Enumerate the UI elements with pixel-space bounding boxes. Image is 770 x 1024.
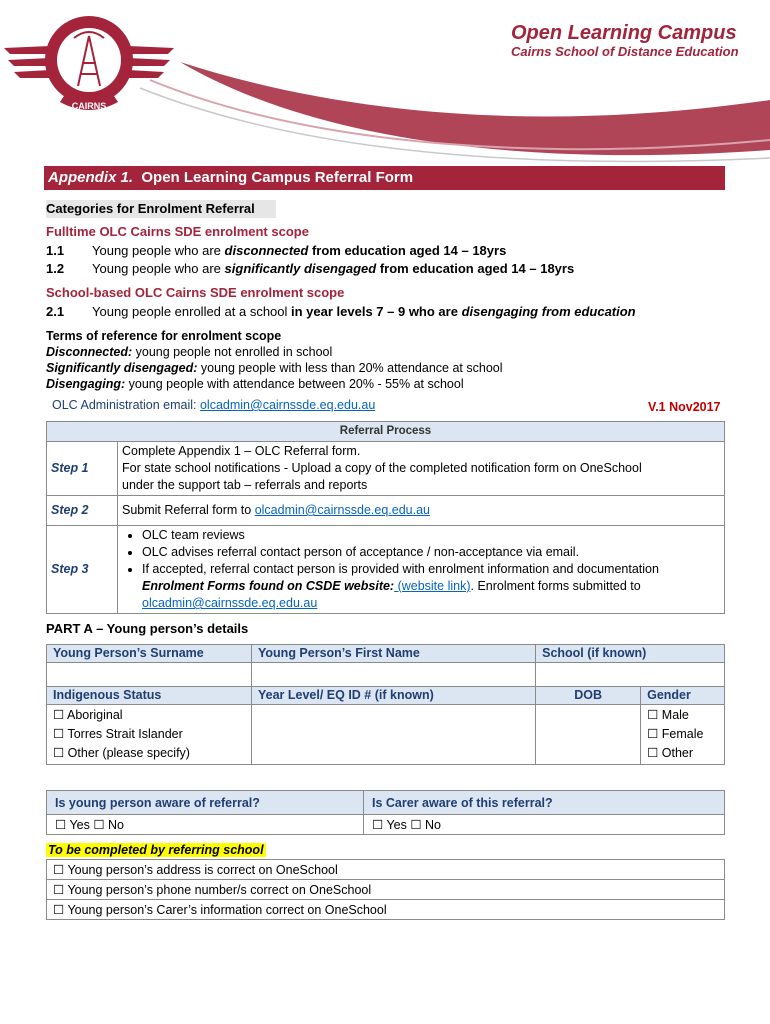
- surname-input[interactable]: [47, 663, 252, 687]
- address-correct-checkbox[interactable]: ☐ Young person’s address is correct on OneSchool: [47, 860, 725, 880]
- aboriginal-checkbox[interactable]: ☐ Aboriginal: [53, 708, 123, 722]
- carer-info-correct-checkbox[interactable]: ☐ Young person’s Carer’s information correct on OneSchool: [47, 900, 725, 920]
- step-1-line: Complete Appendix 1 – OLC Referral form.: [122, 444, 361, 458]
- male-checkbox[interactable]: ☐ Male: [647, 708, 689, 722]
- referral-process-title: Referral Process: [47, 422, 725, 442]
- step-3-bullet: • OLC team reviews: [142, 527, 720, 544]
- scope-text: Young people who are: [92, 243, 225, 258]
- young-person-details-table: [46, 644, 725, 765]
- scope-emphasis: disconnected: [224, 243, 309, 258]
- appendix-prefix: Appendix 1.: [48, 169, 134, 186]
- other-indigenous-checkbox[interactable]: ☐ Other (please specify): [53, 746, 190, 760]
- scope-text: Young people enrolled at a school: [92, 304, 292, 319]
- scope-number: 1.1: [46, 243, 65, 258]
- school-logo: [0, 8, 178, 120]
- first-name-header: Young Person’s First Name: [252, 645, 536, 663]
- torres-strait-checkbox[interactable]: ☐ Torres Strait Islander: [53, 727, 183, 741]
- step-1-line: For state school notifications - Upload a copy of the completed notification form on OneSchool: [122, 461, 642, 475]
- admin-email-line: [52, 398, 375, 412]
- part-a-heading: PART A – Young person’s details: [46, 621, 249, 636]
- scope-number: 2.1: [46, 304, 65, 319]
- step-3-bullet: [142, 561, 720, 612]
- gender-header: Gender: [641, 687, 725, 705]
- scope-item-1-1: [46, 242, 506, 259]
- step-1-content: [118, 442, 725, 496]
- enrolment-forms-label: Enrolment Forms found on CSDE website:: [142, 579, 395, 593]
- indigenous-header: Indigenous Status: [47, 687, 252, 705]
- admin-email-link[interactable]: olcadmin@cairnssde.eq.edu.au: [199, 398, 376, 412]
- scope-number: 1.2: [46, 261, 65, 276]
- indigenous-options: [47, 705, 252, 765]
- first-name-input[interactable]: [252, 663, 536, 687]
- admin-email-label: OLC Administration email:: [52, 398, 200, 412]
- young-person-aware-answer[interactable]: ☐ Yes ☐ No: [47, 815, 364, 835]
- term-label: Disconnected:: [46, 345, 133, 359]
- year-level-input[interactable]: [252, 705, 536, 765]
- scope-item-1-2: [46, 260, 574, 277]
- step-1-label: Step 1: [47, 442, 118, 496]
- term-label: Disengaging:: [46, 377, 126, 391]
- brand-subtitle: Cairns School of Distance Education: [511, 44, 739, 59]
- young-person-aware-question: Is young person aware of referral?: [47, 791, 364, 815]
- other-gender-checkbox[interactable]: ☐ Other: [647, 746, 694, 760]
- phone-correct-checkbox[interactable]: ☐ Young person’s phone number/s correct on OneSchool: [47, 880, 725, 900]
- step-3-email-link[interactable]: olcadmin@cairnssde.eq.edu.au: [142, 596, 318, 610]
- scope-text-bold: from education aged 14 – 18yrs: [308, 243, 507, 258]
- scope-text-bold: in year levels 7 – 9 who are: [291, 304, 462, 319]
- step-2-content: [118, 496, 725, 526]
- school-header: School (if known): [536, 645, 725, 663]
- step-2-label: Step 2: [47, 496, 118, 526]
- awareness-table: [46, 790, 725, 835]
- school-checklist-table: [46, 859, 725, 920]
- carer-aware-question: Is Carer aware of this referral?: [364, 791, 725, 815]
- scope-emphasis: significantly disengaged: [224, 261, 377, 276]
- terms-heading: Terms of reference for enrolment scope: [46, 329, 282, 343]
- step-3-content: [118, 526, 725, 614]
- step-3-bullet-text: . Enrolment forms submitted to: [470, 579, 641, 593]
- carer-aware-answer[interactable]: ☐ Yes ☐ No: [364, 815, 725, 835]
- dob-input[interactable]: [536, 705, 641, 765]
- step-3-list: [122, 527, 720, 612]
- female-checkbox[interactable]: ☐ Female: [647, 727, 704, 741]
- term-text: young people with attendance between 20% - 55% at school: [125, 377, 464, 391]
- step-3-bullet: • OLC advises referral contact person of acceptance / non-acceptance via email.: [142, 544, 720, 561]
- dob-header: DOB: [536, 687, 641, 705]
- step-1-line: under the support tab – referrals and reports: [122, 478, 368, 492]
- terms-of-reference: [46, 328, 503, 392]
- step-3-bullet-text: If accepted, referral contact person is provided with enrolment information and documentation: [142, 562, 659, 576]
- gender-options: [641, 705, 725, 765]
- scope-emphasis: disengaging from education: [461, 304, 636, 319]
- scope-text-bold: from education aged 14 – 18yrs: [376, 261, 575, 276]
- year-level-header: Year Level/ EQ ID # (if known): [252, 687, 536, 705]
- website-link[interactable]: (website link): [394, 579, 471, 593]
- school-based-heading: School-based OLC Cairns SDE enrolment scope: [46, 285, 345, 300]
- categories-heading: Categories for Enrolment Referral: [46, 200, 276, 218]
- term-text: young people not enrolled in school: [132, 345, 333, 359]
- logo-city-text: CAIRNS: [71, 101, 107, 111]
- surname-header: Young Person’s Surname: [47, 645, 252, 663]
- school-input[interactable]: [536, 663, 725, 687]
- step-2-email-link[interactable]: olcadmin@cairnssde.eq.edu.au: [254, 503, 430, 517]
- version-label: V.1 Nov2017: [648, 400, 721, 414]
- term-label: Significantly disengaged:: [46, 361, 198, 375]
- step-3-label: Step 3: [47, 526, 118, 614]
- appendix-title-bar: [44, 166, 725, 190]
- brand-title: Open Learning Campus: [511, 22, 737, 44]
- referring-school-heading: To be completed by referring school: [48, 843, 264, 857]
- scope-item-2-1: [46, 303, 636, 320]
- appendix-title: Open Learning Campus Referral Form: [141, 169, 414, 186]
- scope-text: Young people who are: [92, 261, 225, 276]
- step-2-text: Submit Referral form to: [122, 503, 255, 517]
- fulltime-heading: Fulltime OLC Cairns SDE enrolment scope: [46, 224, 309, 239]
- referral-process-table: [46, 421, 725, 614]
- term-text: young people with less than 20% attendance at school: [197, 361, 503, 375]
